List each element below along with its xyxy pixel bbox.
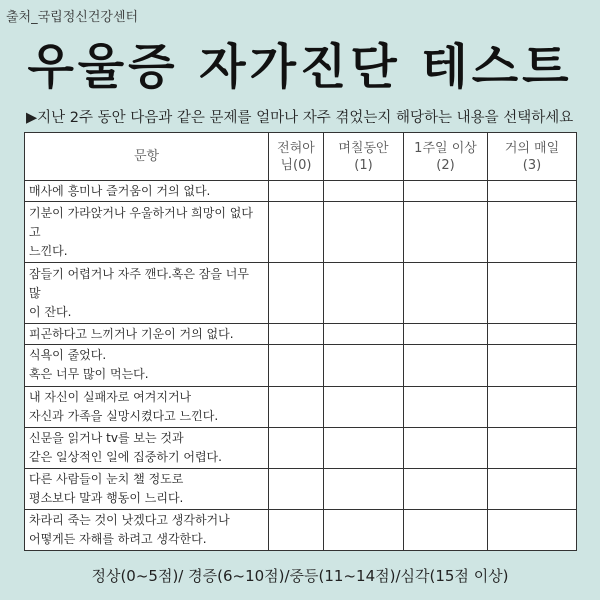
question-text-line1: 피곤하다고 느끼거나 기운이 거의 없다. xyxy=(29,326,234,341)
answer-cell-2[interactable] xyxy=(404,324,488,345)
question-cell xyxy=(25,468,269,509)
answer-cell-2[interactable] xyxy=(404,345,488,386)
header-col-2 xyxy=(404,133,488,181)
table-row xyxy=(25,468,577,509)
answer-cell-1[interactable] xyxy=(324,324,404,345)
question-text-line1: 신문을 읽거나 tv를 보는 것과 xyxy=(29,430,184,445)
question-text-line1: 매사에 흥미나 즐거움이 거의 없다. xyxy=(29,183,211,198)
answer-cell-0[interactable] xyxy=(269,468,324,509)
table-row xyxy=(25,263,577,324)
answer-cell-0[interactable] xyxy=(269,181,324,202)
question-cell xyxy=(25,181,269,202)
table-row xyxy=(25,345,577,386)
answer-cell-3[interactable] xyxy=(488,427,577,468)
page-title: 우울증 자가진단 테스트 xyxy=(27,39,573,95)
question-cell xyxy=(25,345,269,386)
table-row xyxy=(25,427,577,468)
answer-cell-0[interactable] xyxy=(269,386,324,427)
answer-cell-2[interactable] xyxy=(404,427,488,468)
header-col-2-line2: (2) xyxy=(436,157,455,173)
question-text-line1: 잠들기 어렵거나 자주 깬다.혹은 잠을 너무 많 xyxy=(29,266,249,300)
answer-cell-2[interactable] xyxy=(404,202,488,263)
answer-cell-0[interactable] xyxy=(269,324,324,345)
answer-cell-1[interactable] xyxy=(324,202,404,263)
question-text-line2: 느낀다. xyxy=(29,243,68,258)
answer-cell-1[interactable] xyxy=(324,345,404,386)
header-col-0 xyxy=(269,133,324,181)
header-col-3 xyxy=(488,133,577,181)
question-cell xyxy=(25,427,269,468)
answer-cell-3[interactable] xyxy=(488,181,577,202)
question-cell xyxy=(25,386,269,427)
question-text-line1: 기분이 가라앉거나 우울하거나 희망이 없다고 xyxy=(29,205,253,239)
answer-cell-1[interactable] xyxy=(324,386,404,427)
question-cell xyxy=(25,509,269,550)
answer-cell-2[interactable] xyxy=(404,181,488,202)
table-row xyxy=(25,202,577,263)
score-legend: 정상(0~5점)/ 경증(6~10점)/중등(11~14점)/심각(15점 이상) xyxy=(91,567,509,585)
question-text-line1: 다른 사람들이 눈치 챌 정도로 xyxy=(29,471,184,486)
table-row xyxy=(25,509,577,550)
answer-cell-3[interactable] xyxy=(488,345,577,386)
answer-cell-3[interactable] xyxy=(488,263,577,324)
question-text-line1: 차라리 죽는 것이 낫겠다고 생각하거나 xyxy=(29,512,230,527)
table-row xyxy=(25,324,577,345)
answer-cell-1[interactable] xyxy=(324,468,404,509)
question-text-line2: 자신과 가족을 실망시켰다고 느낀다. xyxy=(29,408,219,423)
question-text-line1: 내 자신이 실패자로 여겨지거나 xyxy=(29,389,192,404)
header-col-0-line2: 님(0) xyxy=(280,157,312,173)
question-text-line2: 이 잔다. xyxy=(29,304,72,319)
header-col-1 xyxy=(324,133,404,181)
header-col-2-line1: 1주일 이상 xyxy=(414,140,477,156)
answer-cell-2[interactable] xyxy=(404,386,488,427)
header-col-3-line1: 거의 매일 xyxy=(504,140,560,156)
source-credit: 출처_국립정신건강센터 xyxy=(6,10,139,25)
answer-cell-2[interactable] xyxy=(404,468,488,509)
answer-cell-2[interactable] xyxy=(404,509,488,550)
header-col-1-line2: (1) xyxy=(354,157,373,173)
answer-cell-1[interactable] xyxy=(324,509,404,550)
table-header-row xyxy=(25,133,577,181)
answer-cell-0[interactable] xyxy=(269,509,324,550)
answer-cell-0[interactable] xyxy=(269,202,324,263)
question-text-line2: 혹은 너무 많이 먹는다. xyxy=(29,367,149,382)
answer-cell-3[interactable] xyxy=(488,509,577,550)
answer-cell-0[interactable] xyxy=(269,345,324,386)
answer-cell-1[interactable] xyxy=(324,427,404,468)
table-row xyxy=(25,181,577,202)
answer-cell-3[interactable] xyxy=(488,386,577,427)
instruction-text: ▶지난 2주 동안 다음과 같은 문제를 얼마나 자주 겪었는지 해당하는 내용을 선택하세요 xyxy=(26,110,574,126)
question-cell xyxy=(25,263,269,324)
answer-cell-3[interactable] xyxy=(488,468,577,509)
table-row xyxy=(25,386,577,427)
answer-cell-3[interactable] xyxy=(488,202,577,263)
header-question: 문항 xyxy=(25,133,269,181)
survey-table xyxy=(24,132,577,551)
answer-cell-1[interactable] xyxy=(324,181,404,202)
answer-cell-0[interactable] xyxy=(269,263,324,324)
answer-cell-3[interactable] xyxy=(488,324,577,345)
header-col-1-line1: 며칠동안 xyxy=(338,140,389,156)
header-col-0-line1: 전혀아 xyxy=(277,140,315,156)
question-cell xyxy=(25,324,269,345)
answer-cell-0[interactable] xyxy=(269,427,324,468)
question-text-line2: 평소보다 말과 행동이 느리다. xyxy=(29,490,184,505)
answer-cell-2[interactable] xyxy=(404,263,488,324)
question-text-line2: 같은 일상적인 일에 집중하기 어렵다. xyxy=(29,449,222,464)
answer-cell-1[interactable] xyxy=(324,263,404,324)
question-text-line1: 식욕이 줄었다. xyxy=(29,348,107,363)
question-cell xyxy=(25,202,269,263)
header-col-3-line2: (3) xyxy=(522,157,542,173)
question-text-line2: 어떻게든 자해를 하려고 생각한다. xyxy=(29,531,207,546)
